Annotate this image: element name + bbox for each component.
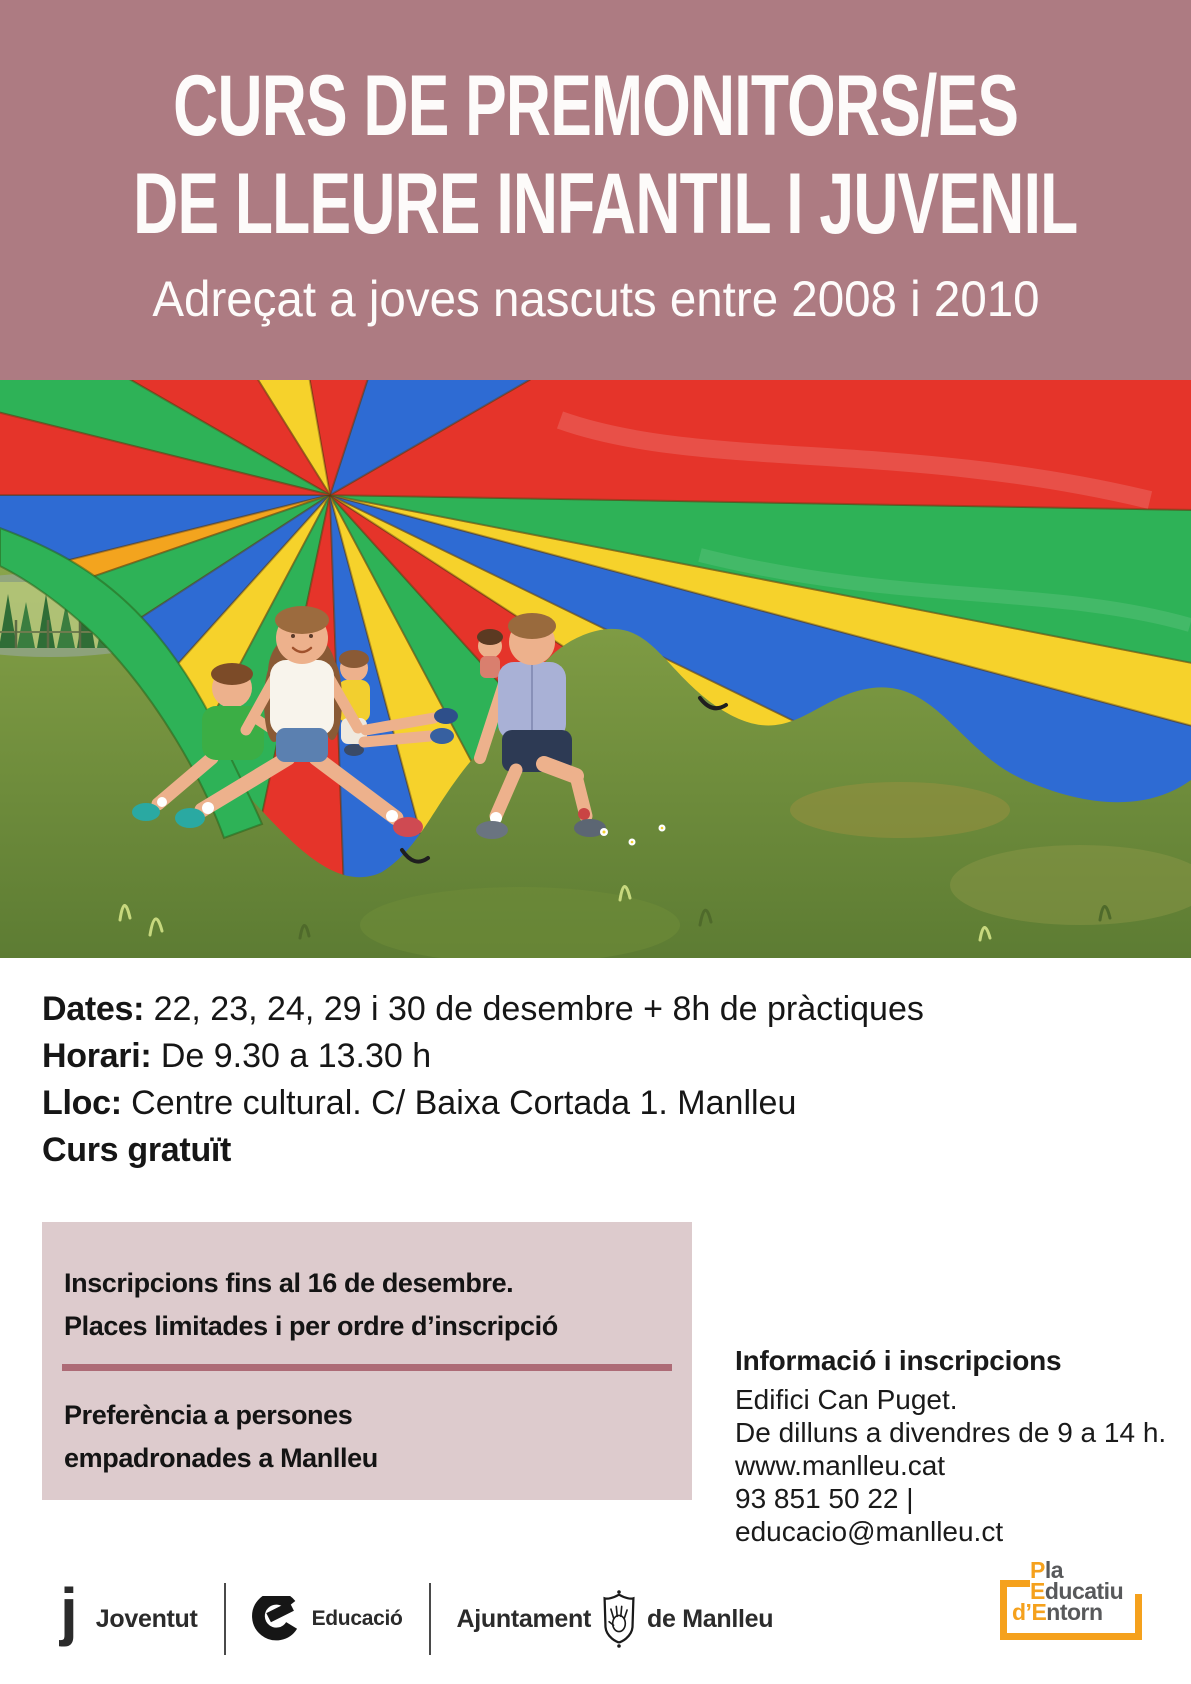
dates-value: 22, 23, 24, 29 i 30 de desembre + 8h de pràctiques <box>144 990 924 1028</box>
preference-note <box>64 1394 670 1480</box>
notice-line-2: Places limitades i per ordre d’inscripció <box>64 1311 558 1341</box>
footer-divider-2 <box>429 1583 431 1655</box>
de-manlleu-label: de Manlleu <box>647 1604 774 1633</box>
pee-accent-3: d’E <box>1012 1599 1047 1625</box>
contact-address: Edifici Can Puget. <box>735 1384 958 1415</box>
schedule-line <box>42 1033 1152 1080</box>
free-course-label: Curs gratuït <box>42 1131 232 1169</box>
notice-divider <box>62 1364 672 1371</box>
pee-frame-right <box>1135 1594 1142 1640</box>
educacio-logo-icon <box>252 1596 298 1642</box>
photo-children-parachute <box>0 380 1191 958</box>
pee-rest-1: la <box>1044 1557 1064 1583</box>
title-line-2: DE LLEURE INFANTIL I JUVENIL <box>133 155 1078 252</box>
subtitle: Adreçat a joves nascuts entre 2008 i 2010 <box>151 271 1040 327</box>
pee-accent-2: E <box>1030 1578 1045 1604</box>
joventut-label: Joventut <box>95 1604 198 1633</box>
footer-logos: j Joventut Educació Ajuntament de Manlleu <box>60 1576 773 1662</box>
contact-heading: Informació i inscripcions <box>735 1345 1062 1376</box>
contact-hours: De dilluns a divendres de 9 a 14 h. <box>735 1417 1167 1448</box>
notice-line-4: empadronades a Manlleu <box>64 1443 378 1473</box>
schedule-value: De 9.30 a 13.30 h <box>151 1037 432 1075</box>
schedule-label: Horari: <box>42 1037 152 1075</box>
pee-frame-bottom <box>1000 1633 1142 1640</box>
header-banner <box>0 0 1191 380</box>
contact-website: www.manlleu.cat <box>735 1450 946 1481</box>
manlleu-shield-icon <box>601 1588 637 1650</box>
dates-line <box>42 986 1152 1033</box>
parachute-photo-illustration <box>0 380 1191 958</box>
course-details <box>42 986 1152 1174</box>
location-line <box>42 1080 1152 1127</box>
educacio-label: Educació <box>311 1607 403 1630</box>
child-girl-far <box>477 629 503 678</box>
notice-line-1: Inscripcions fins al 16 de desembre. <box>64 1268 514 1298</box>
ajuntament-manlleu-logo <box>457 1588 774 1650</box>
notice-line-3: Preferència a persones <box>64 1400 353 1430</box>
contact-info <box>735 1344 1175 1548</box>
pee-accent-1: P <box>1030 1557 1045 1583</box>
contact-phone-email: 93 851 50 22 | educacio@manlleu.ct <box>735 1483 1004 1547</box>
location-value: Centre cultural. C/ Baixa Cortada 1. Manlleu <box>121 1084 797 1122</box>
pee-rest-2: ducatiu <box>1044 1578 1124 1604</box>
location-label: Lloc: <box>42 1084 122 1122</box>
pee-logo-text <box>1000 1557 1124 1625</box>
dates-label: Dates: <box>42 990 145 1028</box>
registration-deadline <box>64 1262 670 1348</box>
free-course-line <box>42 1127 1152 1174</box>
title-line-1: CURS DE PREMONITORS/ES <box>172 57 1019 154</box>
footer-divider-1 <box>224 1583 226 1655</box>
ajuntament-label: Ajuntament <box>456 1604 592 1633</box>
registration-notice-box <box>42 1222 692 1500</box>
pla-educatiu-entorn-logo <box>1000 1557 1150 1646</box>
pee-rest-3: ntorn <box>1046 1599 1103 1625</box>
pee-line-3 <box>1000 1599 1123 1625</box>
